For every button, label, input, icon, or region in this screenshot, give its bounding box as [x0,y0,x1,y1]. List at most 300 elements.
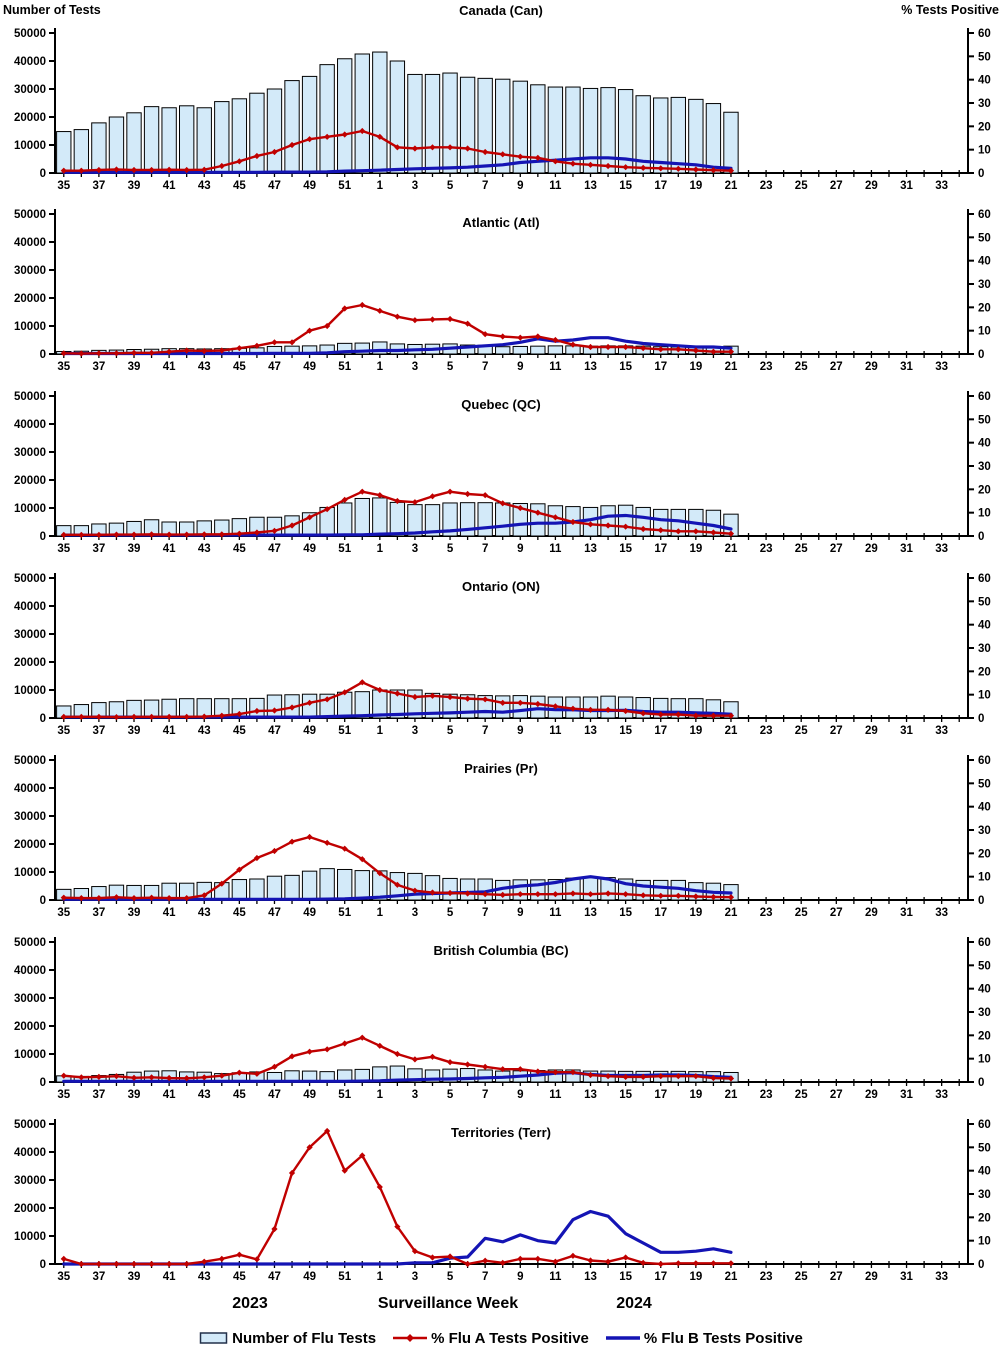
svg-text:50: 50 [978,1142,991,1155]
svg-text:43: 43 [197,907,211,919]
svg-text:47: 47 [268,543,281,555]
flu-tests-swatch [199,1331,229,1345]
panel-title-quebec: Quebec (QC) [461,397,541,412]
svg-text:20000: 20000 [14,475,46,487]
svg-text:45: 45 [232,361,246,373]
svg-text:31: 31 [900,1271,913,1283]
svg-text:39: 39 [127,1089,141,1101]
svg-text:11: 11 [549,725,562,737]
svg-text:35: 35 [57,543,71,555]
svg-text:37: 37 [92,725,106,737]
svg-text:27: 27 [829,543,843,555]
svg-text:43: 43 [197,1089,211,1101]
svg-text:7: 7 [481,361,489,373]
svg-text:5: 5 [446,725,454,737]
svg-text:5: 5 [446,1089,454,1101]
svg-text:45: 45 [232,1089,246,1101]
svg-text:60: 60 [978,1119,991,1131]
svg-text:30: 30 [978,1007,991,1019]
prairies-chart-svg [0,746,1002,928]
svg-text:40: 40 [978,1165,991,1178]
svg-text:43: 43 [197,725,211,737]
legend-item-flu-a [392,1330,589,1347]
svg-text:10: 10 [978,871,991,884]
svg-text:30: 30 [978,461,991,473]
svg-text:11: 11 [549,1089,562,1101]
svg-text:33: 33 [935,725,949,737]
svg-text:33: 33 [935,907,949,919]
svg-text:21: 21 [724,725,738,737]
svg-text:13: 13 [584,725,597,737]
territories-chart-svg [0,1110,1002,1292]
svg-text:20000: 20000 [14,1021,46,1033]
svg-text:51: 51 [338,725,352,737]
svg-text:40000: 40000 [14,965,46,977]
svg-text:60: 60 [978,391,991,403]
left-axis-title: Number of Tests [3,3,101,17]
legend-item-flu-b [605,1330,803,1347]
svg-text:19: 19 [689,1271,703,1283]
panel-title-canada: Canada (Can) [459,3,543,18]
flu-b-line [64,1212,731,1265]
svg-text:21: 21 [724,180,738,192]
svg-text:37: 37 [92,543,106,555]
quebec-chart-svg [0,382,1002,564]
legend-label-flu-a: % Flu A Tests Positive [431,1329,589,1347]
svg-text:60: 60 [978,937,991,949]
svg-text:15: 15 [619,543,633,555]
svg-text:60: 60 [978,573,991,585]
svg-text:7: 7 [481,1089,489,1101]
svg-text:31: 31 [900,907,913,919]
svg-text:13: 13 [584,1089,597,1101]
svg-text:5: 5 [446,543,454,555]
svg-text:20: 20 [978,121,991,134]
svg-text:39: 39 [127,543,141,555]
svg-text:30: 30 [978,279,991,291]
svg-text:43: 43 [197,543,211,555]
svg-text:43: 43 [197,361,211,373]
svg-text:45: 45 [232,725,246,737]
panel-quebec [0,382,1002,564]
x-axis-footer [0,1292,1002,1324]
svg-text:5: 5 [446,1271,454,1283]
svg-text:1: 1 [376,543,384,555]
svg-text:50000: 50000 [14,937,46,949]
svg-text:60: 60 [978,755,991,767]
svg-text:0: 0 [39,349,46,361]
svg-text:3: 3 [411,1089,419,1101]
svg-text:40: 40 [978,801,991,814]
svg-text:9: 9 [517,180,524,192]
svg-text:15: 15 [619,1271,633,1283]
svg-text:33: 33 [935,361,949,373]
svg-text:40000: 40000 [14,601,46,613]
svg-text:9: 9 [517,543,524,555]
svg-text:19: 19 [689,725,703,737]
svg-text:21: 21 [724,1089,738,1101]
svg-text:40000: 40000 [14,237,46,249]
svg-text:19: 19 [689,543,703,555]
svg-text:35: 35 [57,907,71,919]
svg-text:20000: 20000 [14,1203,46,1215]
svg-text:10: 10 [978,689,991,702]
svg-text:29: 29 [865,907,878,919]
svg-text:17: 17 [654,180,668,192]
svg-text:33: 33 [935,1089,949,1101]
svg-text:29: 29 [865,543,878,555]
svg-text:49: 49 [303,725,316,737]
svg-text:9: 9 [517,1271,524,1283]
svg-text:50: 50 [978,414,991,427]
svg-text:27: 27 [829,180,843,192]
svg-text:15: 15 [619,1089,633,1101]
svg-text:23: 23 [759,725,773,737]
svg-text:51: 51 [338,543,352,555]
svg-text:23: 23 [759,1271,773,1283]
svg-text:40: 40 [978,619,991,632]
svg-text:40: 40 [978,255,991,268]
svg-text:37: 37 [92,1089,106,1101]
svg-text:7: 7 [481,543,489,555]
svg-text:13: 13 [584,1271,597,1283]
canada-chart-svg [0,0,1002,200]
panel-canada [0,0,1002,200]
svg-text:3: 3 [411,180,419,192]
svg-text:49: 49 [303,1089,316,1101]
svg-text:41: 41 [162,1089,176,1101]
svg-text:20: 20 [978,302,991,315]
svg-text:10000: 10000 [14,140,46,152]
svg-text:10: 10 [978,1235,991,1248]
svg-text:10000: 10000 [14,1049,46,1061]
right-axis-title: % Tests Positive [901,3,999,17]
panel-title-ontario: Ontario (ON) [462,579,540,594]
svg-text:25: 25 [794,1271,808,1283]
svg-text:15: 15 [619,725,633,737]
svg-text:25: 25 [794,361,808,373]
svg-text:27: 27 [829,1271,843,1283]
svg-text:25: 25 [794,1089,808,1101]
svg-text:49: 49 [303,180,316,192]
svg-text:51: 51 [338,361,352,373]
svg-text:25: 25 [794,725,808,737]
year-2023-label: 2023 [232,1295,268,1312]
svg-text:25: 25 [794,907,808,919]
svg-text:17: 17 [654,543,668,555]
legend-item-flu-tests [199,1330,376,1347]
svg-text:51: 51 [338,907,352,919]
british-columbia-chart-svg [0,928,1002,1110]
panel-atlantic [0,200,1002,382]
svg-text:23: 23 [759,180,773,192]
svg-text:50: 50 [978,51,991,64]
svg-text:11: 11 [549,543,562,555]
panel-title-atlantic: Atlantic (Atl) [462,215,540,230]
svg-text:43: 43 [197,180,211,192]
svg-text:20: 20 [978,666,991,679]
svg-text:10000: 10000 [14,867,46,879]
svg-text:10: 10 [978,325,991,338]
svg-text:41: 41 [162,907,176,919]
svg-text:33: 33 [935,180,949,192]
panel-title-prairies: Prairies (Pr) [464,761,538,776]
svg-text:47: 47 [268,180,281,192]
svg-text:30: 30 [978,98,991,110]
svg-text:51: 51 [338,1089,352,1101]
svg-text:21: 21 [724,543,738,555]
svg-text:29: 29 [865,1271,878,1283]
svg-text:49: 49 [303,361,316,373]
svg-text:30: 30 [978,643,991,655]
svg-text:30000: 30000 [14,811,46,823]
flu-b-swatch [605,1331,641,1345]
svg-text:50000: 50000 [14,391,46,403]
svg-text:20: 20 [978,1212,991,1225]
svg-text:17: 17 [654,907,668,919]
ontario-chart-svg [0,564,1002,746]
svg-text:17: 17 [654,1089,668,1101]
svg-text:10000: 10000 [14,503,46,515]
atlantic-chart-svg [0,200,1002,382]
svg-text:0: 0 [39,895,46,907]
svg-text:43: 43 [197,1271,211,1283]
svg-text:31: 31 [900,543,913,555]
svg-text:30: 30 [978,1189,991,1201]
svg-text:47: 47 [268,1089,281,1101]
legend [0,1324,1002,1352]
svg-text:60: 60 [978,28,991,40]
flu-a-markers [61,1128,734,1267]
flu-a-line [64,1131,731,1264]
svg-text:35: 35 [57,725,71,737]
svg-text:5: 5 [446,907,454,919]
svg-text:5: 5 [446,180,454,192]
svg-text:1: 1 [376,1089,384,1101]
svg-text:50: 50 [978,778,991,791]
svg-text:21: 21 [724,361,738,373]
svg-text:0: 0 [978,531,985,543]
svg-text:27: 27 [829,1089,843,1101]
svg-text:23: 23 [759,361,773,373]
svg-text:7: 7 [481,725,489,737]
svg-text:30000: 30000 [14,629,46,641]
svg-text:29: 29 [865,180,878,192]
svg-text:39: 39 [127,361,141,373]
svg-text:40000: 40000 [14,1147,46,1159]
svg-text:0: 0 [978,1259,985,1271]
svg-text:21: 21 [724,907,738,919]
svg-text:35: 35 [57,361,71,373]
panel-title-british-columbia: British Columbia (BC) [433,943,569,958]
svg-text:15: 15 [619,361,633,373]
svg-text:3: 3 [411,725,419,737]
svg-text:33: 33 [935,1271,949,1283]
svg-text:35: 35 [57,180,71,192]
svg-text:1: 1 [376,1271,384,1283]
svg-text:21: 21 [724,1271,738,1283]
svg-text:15: 15 [619,180,633,192]
svg-text:29: 29 [865,361,878,373]
panel-territories [0,1110,1002,1292]
svg-text:31: 31 [900,180,913,192]
svg-text:23: 23 [759,1089,773,1101]
svg-text:7: 7 [481,907,489,919]
svg-text:39: 39 [127,907,141,919]
svg-text:37: 37 [92,180,106,192]
svg-text:13: 13 [584,907,597,919]
panel-ontario [0,564,1002,746]
svg-text:11: 11 [549,1271,562,1283]
svg-text:3: 3 [411,543,419,555]
svg-text:20000: 20000 [14,839,46,851]
svg-text:47: 47 [268,361,281,373]
svg-text:1: 1 [376,361,384,373]
svg-text:11: 11 [549,180,562,192]
svg-text:41: 41 [162,1271,176,1283]
svg-text:0: 0 [39,168,46,180]
svg-text:40000: 40000 [14,783,46,795]
svg-text:37: 37 [92,361,106,373]
svg-text:27: 27 [829,725,843,737]
svg-text:11: 11 [549,361,562,373]
svg-text:15: 15 [619,907,633,919]
svg-text:39: 39 [127,725,141,737]
svg-text:10: 10 [978,1053,991,1066]
legend-label-flu-b: % Flu B Tests Positive [643,1329,803,1347]
svg-text:9: 9 [517,361,524,373]
svg-text:41: 41 [162,361,176,373]
svg-text:0: 0 [978,895,985,907]
svg-text:40: 40 [978,74,991,87]
svg-text:35: 35 [57,1089,71,1101]
svg-text:31: 31 [900,361,913,373]
svg-text:41: 41 [162,543,176,555]
svg-text:27: 27 [829,907,843,919]
svg-text:10000: 10000 [14,1231,46,1243]
svg-text:19: 19 [689,907,703,919]
svg-text:30000: 30000 [14,447,46,459]
svg-text:0: 0 [978,349,985,361]
panel-prairies [0,746,1002,928]
svg-text:51: 51 [338,1271,352,1283]
svg-text:9: 9 [517,907,524,919]
svg-text:0: 0 [978,168,985,180]
svg-text:23: 23 [759,543,773,555]
svg-text:45: 45 [232,907,246,919]
svg-text:3: 3 [411,907,419,919]
svg-text:31: 31 [900,725,913,737]
svg-text:13: 13 [584,361,597,373]
svg-text:1: 1 [376,725,384,737]
svg-text:20: 20 [978,484,991,497]
tests-bars [57,52,739,173]
svg-text:30000: 30000 [14,84,46,96]
svg-text:50: 50 [978,232,991,245]
svg-text:3: 3 [411,1271,419,1283]
svg-text:45: 45 [232,180,246,192]
svg-text:19: 19 [689,361,703,373]
svg-text:29: 29 [865,725,878,737]
panel-british-columbia [0,928,1002,1110]
svg-text:17: 17 [654,1271,668,1283]
svg-text:7: 7 [481,180,489,192]
svg-text:50000: 50000 [14,1119,46,1131]
svg-text:30: 30 [978,825,991,837]
svg-text:50: 50 [978,960,991,973]
svg-text:39: 39 [127,180,141,192]
axes [14,1119,991,1283]
svg-text:3: 3 [411,361,419,373]
svg-text:45: 45 [232,543,246,555]
svg-text:47: 47 [268,907,281,919]
svg-text:40000: 40000 [14,56,46,68]
svg-text:17: 17 [654,725,668,737]
svg-text:20: 20 [978,1030,991,1043]
svg-text:37: 37 [92,1271,106,1283]
svg-text:60: 60 [978,209,991,221]
svg-text:25: 25 [794,180,808,192]
svg-text:7: 7 [481,1271,489,1283]
svg-text:45: 45 [232,1271,246,1283]
svg-text:17: 17 [654,361,668,373]
svg-text:10000: 10000 [14,685,46,697]
panel-title-territories: Territories (Terr) [451,1125,551,1140]
svg-text:0: 0 [39,1077,46,1089]
svg-text:40000: 40000 [14,419,46,431]
svg-text:0: 0 [978,1077,985,1089]
svg-text:20000: 20000 [14,293,46,305]
svg-text:20: 20 [978,848,991,861]
year-2024-label: 2024 [616,1295,652,1312]
svg-text:20000: 20000 [14,657,46,669]
svg-text:30000: 30000 [14,265,46,277]
svg-text:19: 19 [689,180,703,192]
svg-text:10: 10 [978,144,991,157]
svg-text:50: 50 [978,596,991,609]
svg-text:40: 40 [978,983,991,996]
svg-text:37: 37 [92,907,106,919]
svg-text:30000: 30000 [14,1175,46,1187]
svg-text:49: 49 [303,1271,316,1283]
svg-text:0: 0 [39,713,46,725]
svg-text:20000: 20000 [14,112,46,124]
svg-text:25: 25 [794,543,808,555]
svg-text:31: 31 [900,1089,913,1101]
svg-text:10000: 10000 [14,321,46,333]
svg-text:39: 39 [127,1271,141,1283]
svg-text:35: 35 [57,1271,71,1283]
svg-text:49: 49 [303,543,316,555]
svg-text:10: 10 [978,507,991,520]
svg-text:47: 47 [268,1271,281,1283]
x-axis-title: Surveillance Week [377,1295,519,1312]
svg-text:23: 23 [759,907,773,919]
svg-text:40: 40 [978,437,991,450]
svg-text:27: 27 [829,361,843,373]
svg-text:51: 51 [338,180,352,192]
legend-label-flu-tests: Number of Flu Tests [232,1329,377,1347]
svg-text:50000: 50000 [14,755,46,767]
svg-text:19: 19 [689,1089,703,1101]
svg-text:0: 0 [978,713,985,725]
svg-text:11: 11 [549,907,562,919]
svg-text:30000: 30000 [14,993,46,1005]
svg-text:1: 1 [376,907,384,919]
flu-a-swatch [392,1331,428,1345]
svg-text:0: 0 [39,1259,46,1271]
svg-text:0: 0 [39,531,46,543]
